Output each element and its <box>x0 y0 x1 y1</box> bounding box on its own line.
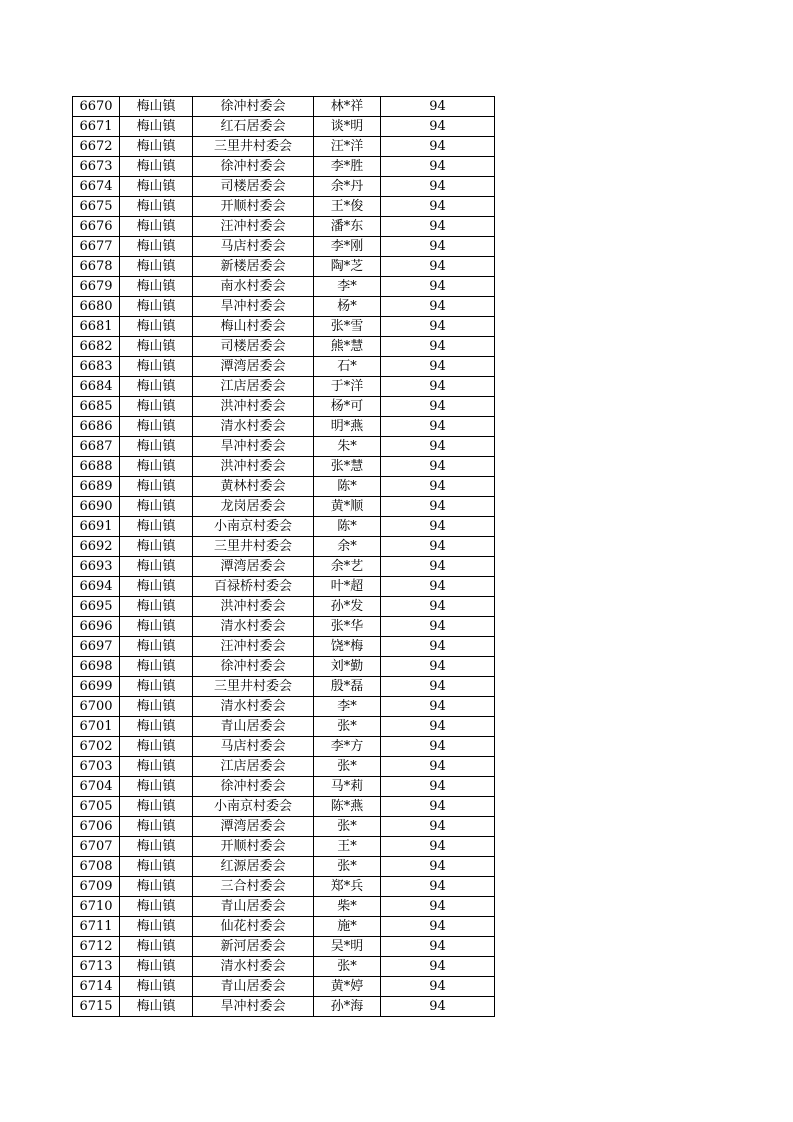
town-cell: 梅山镇 <box>120 877 193 897</box>
town-cell: 梅山镇 <box>120 257 193 277</box>
town-cell: 梅山镇 <box>120 337 193 357</box>
person-name-cell: 汪*洋 <box>314 137 381 157</box>
serial-number-cell: 6692 <box>73 537 120 557</box>
person-name-cell: 陈*燕 <box>314 797 381 817</box>
person-name-cell: 李*方 <box>314 737 381 757</box>
person-name-cell: 柴* <box>314 897 381 917</box>
village-committee-cell: 清水村委会 <box>193 957 314 977</box>
village-committee-cell: 小南京村委会 <box>193 797 314 817</box>
table-row <box>73 397 495 417</box>
score-cell: 94 <box>381 997 495 1017</box>
person-name-cell: 潘*东 <box>314 217 381 237</box>
score-cell: 94 <box>381 577 495 597</box>
town-cell: 梅山镇 <box>120 997 193 1017</box>
town-cell: 梅山镇 <box>120 577 193 597</box>
serial-number-cell: 6698 <box>73 657 120 677</box>
serial-number-cell: 6684 <box>73 377 120 397</box>
serial-number-cell: 6689 <box>73 477 120 497</box>
town-cell: 梅山镇 <box>120 957 193 977</box>
serial-number-cell: 6677 <box>73 237 120 257</box>
score-cell: 94 <box>381 497 495 517</box>
village-committee-cell: 小南京村委会 <box>193 517 314 537</box>
table-row <box>73 977 495 997</box>
village-committee-cell: 洪冲村委会 <box>193 397 314 417</box>
town-cell: 梅山镇 <box>120 857 193 877</box>
village-committee-cell: 旱冲村委会 <box>193 297 314 317</box>
serial-number-cell: 6687 <box>73 437 120 457</box>
table-row <box>73 957 495 977</box>
score-cell: 94 <box>381 317 495 337</box>
score-cell: 94 <box>381 137 495 157</box>
person-name-cell: 孙*发 <box>314 597 381 617</box>
village-committee-cell: 黄林村委会 <box>193 477 314 497</box>
table-row <box>73 697 495 717</box>
person-name-cell: 李* <box>314 277 381 297</box>
serial-number-cell: 6701 <box>73 717 120 737</box>
person-name-cell: 殷*磊 <box>314 677 381 697</box>
person-name-cell: 郑*兵 <box>314 877 381 897</box>
score-cell: 94 <box>381 737 495 757</box>
table-row <box>73 97 495 117</box>
person-name-cell: 石* <box>314 357 381 377</box>
town-cell: 梅山镇 <box>120 617 193 637</box>
village-committee-cell: 三里井村委会 <box>193 537 314 557</box>
village-committee-cell: 三合村委会 <box>193 877 314 897</box>
town-cell: 梅山镇 <box>120 357 193 377</box>
person-name-cell: 张* <box>314 957 381 977</box>
village-committee-cell: 汪冲村委会 <box>193 637 314 657</box>
score-cell: 94 <box>381 257 495 277</box>
village-committee-cell: 新楼居委会 <box>193 257 314 277</box>
table-row <box>73 417 495 437</box>
serial-number-cell: 6708 <box>73 857 120 877</box>
village-committee-cell: 青山居委会 <box>193 897 314 917</box>
person-name-cell: 余*丹 <box>314 177 381 197</box>
village-committee-cell: 开顺村委会 <box>193 197 314 217</box>
village-committee-cell: 青山居委会 <box>193 977 314 997</box>
table-row <box>73 577 495 597</box>
score-cell: 94 <box>381 937 495 957</box>
village-committee-cell: 清水村委会 <box>193 617 314 637</box>
serial-number-cell: 6709 <box>73 877 120 897</box>
score-cell: 94 <box>381 617 495 637</box>
person-name-cell: 孙*海 <box>314 997 381 1017</box>
town-cell: 梅山镇 <box>120 637 193 657</box>
serial-number-cell: 6680 <box>73 297 120 317</box>
score-cell: 94 <box>381 237 495 257</box>
table-row <box>73 777 495 797</box>
score-cell: 94 <box>381 597 495 617</box>
serial-number-cell: 6679 <box>73 277 120 297</box>
serial-number-cell: 6700 <box>73 697 120 717</box>
village-committee-cell: 司楼居委会 <box>193 177 314 197</box>
table-row <box>73 337 495 357</box>
town-cell: 梅山镇 <box>120 377 193 397</box>
serial-number-cell: 6702 <box>73 737 120 757</box>
score-cell: 94 <box>381 777 495 797</box>
person-name-cell: 陈* <box>314 477 381 497</box>
person-name-cell: 刘*勤 <box>314 657 381 677</box>
village-committee-cell: 百禄桥村委会 <box>193 577 314 597</box>
score-cell: 94 <box>381 957 495 977</box>
person-name-cell: 陈* <box>314 517 381 537</box>
person-name-cell: 余*艺 <box>314 557 381 577</box>
town-cell: 梅山镇 <box>120 717 193 737</box>
score-cell: 94 <box>381 337 495 357</box>
score-cell: 94 <box>381 157 495 177</box>
score-cell: 94 <box>381 477 495 497</box>
table-row <box>73 997 495 1017</box>
village-committee-cell: 司楼居委会 <box>193 337 314 357</box>
village-committee-cell: 潭湾居委会 <box>193 357 314 377</box>
person-name-cell: 王*俊 <box>314 197 381 217</box>
town-cell: 梅山镇 <box>120 597 193 617</box>
town-cell: 梅山镇 <box>120 837 193 857</box>
roster-table <box>72 96 495 1017</box>
score-cell: 94 <box>381 117 495 137</box>
roster-table-body <box>73 97 495 1017</box>
person-name-cell: 黄*婷 <box>314 977 381 997</box>
town-cell: 梅山镇 <box>120 397 193 417</box>
village-committee-cell: 梅山村委会 <box>193 317 314 337</box>
town-cell: 梅山镇 <box>120 197 193 217</box>
person-name-cell: 马*莉 <box>314 777 381 797</box>
score-cell: 94 <box>381 817 495 837</box>
score-cell: 94 <box>381 417 495 437</box>
serial-number-cell: 6693 <box>73 557 120 577</box>
person-name-cell: 张* <box>314 717 381 737</box>
table-row <box>73 497 495 517</box>
person-name-cell: 张* <box>314 757 381 777</box>
town-cell: 梅山镇 <box>120 657 193 677</box>
serial-number-cell: 6705 <box>73 797 120 817</box>
serial-number-cell: 6695 <box>73 597 120 617</box>
town-cell: 梅山镇 <box>120 457 193 477</box>
document-page <box>72 96 495 1017</box>
town-cell: 梅山镇 <box>120 777 193 797</box>
score-cell: 94 <box>381 697 495 717</box>
person-name-cell: 张* <box>314 857 381 877</box>
table-row <box>73 437 495 457</box>
table-row <box>73 637 495 657</box>
person-name-cell: 吴*明 <box>314 937 381 957</box>
score-cell: 94 <box>381 437 495 457</box>
serial-number-cell: 6694 <box>73 577 120 597</box>
town-cell: 梅山镇 <box>120 477 193 497</box>
table-row <box>73 857 495 877</box>
village-committee-cell: 旱冲村委会 <box>193 437 314 457</box>
table-row <box>73 597 495 617</box>
score-cell: 94 <box>381 517 495 537</box>
town-cell: 梅山镇 <box>120 517 193 537</box>
town-cell: 梅山镇 <box>120 757 193 777</box>
serial-number-cell: 6681 <box>73 317 120 337</box>
serial-number-cell: 6706 <box>73 817 120 837</box>
person-name-cell: 谈*明 <box>314 117 381 137</box>
table-row <box>73 617 495 637</box>
village-committee-cell: 仙花村委会 <box>193 917 314 937</box>
village-committee-cell: 开顺村委会 <box>193 837 314 857</box>
town-cell: 梅山镇 <box>120 177 193 197</box>
serial-number-cell: 6682 <box>73 337 120 357</box>
person-name-cell: 叶*超 <box>314 577 381 597</box>
serial-number-cell: 6688 <box>73 457 120 477</box>
table-row <box>73 557 495 577</box>
person-name-cell: 林*祥 <box>314 97 381 117</box>
village-committee-cell: 马店村委会 <box>193 737 314 757</box>
serial-number-cell: 6697 <box>73 637 120 657</box>
person-name-cell: 杨* <box>314 297 381 317</box>
serial-number-cell: 6703 <box>73 757 120 777</box>
person-name-cell: 饶*梅 <box>314 637 381 657</box>
table-row <box>73 937 495 957</box>
village-committee-cell: 三里井村委会 <box>193 137 314 157</box>
serial-number-cell: 6686 <box>73 417 120 437</box>
table-row <box>73 297 495 317</box>
town-cell: 梅山镇 <box>120 417 193 437</box>
score-cell: 94 <box>381 797 495 817</box>
table-row <box>73 657 495 677</box>
person-name-cell: 张* <box>314 817 381 837</box>
town-cell: 梅山镇 <box>120 697 193 717</box>
person-name-cell: 张*雪 <box>314 317 381 337</box>
table-row <box>73 377 495 397</box>
town-cell: 梅山镇 <box>120 137 193 157</box>
score-cell: 94 <box>381 357 495 377</box>
score-cell: 94 <box>381 757 495 777</box>
serial-number-cell: 6711 <box>73 917 120 937</box>
village-committee-cell: 徐冲村委会 <box>193 157 314 177</box>
table-row <box>73 917 495 937</box>
score-cell: 94 <box>381 377 495 397</box>
person-name-cell: 陶*芝 <box>314 257 381 277</box>
table-row <box>73 537 495 557</box>
serial-number-cell: 6676 <box>73 217 120 237</box>
town-cell: 梅山镇 <box>120 117 193 137</box>
score-cell: 94 <box>381 297 495 317</box>
score-cell: 94 <box>381 217 495 237</box>
town-cell: 梅山镇 <box>120 977 193 997</box>
village-committee-cell: 江店居委会 <box>193 377 314 397</box>
table-row <box>73 157 495 177</box>
village-committee-cell: 徐冲村委会 <box>193 97 314 117</box>
person-name-cell: 明*燕 <box>314 417 381 437</box>
town-cell: 梅山镇 <box>120 317 193 337</box>
table-row <box>73 217 495 237</box>
village-committee-cell: 徐冲村委会 <box>193 777 314 797</box>
village-committee-cell: 清水村委会 <box>193 417 314 437</box>
table-row <box>73 177 495 197</box>
village-committee-cell: 洪冲村委会 <box>193 457 314 477</box>
person-name-cell: 杨*可 <box>314 397 381 417</box>
score-cell: 94 <box>381 837 495 857</box>
score-cell: 94 <box>381 717 495 737</box>
village-committee-cell: 清水村委会 <box>193 697 314 717</box>
score-cell: 94 <box>381 177 495 197</box>
town-cell: 梅山镇 <box>120 537 193 557</box>
score-cell: 94 <box>381 977 495 997</box>
table-row <box>73 737 495 757</box>
person-name-cell: 余* <box>314 537 381 557</box>
person-name-cell: 熊*慧 <box>314 337 381 357</box>
table-row <box>73 757 495 777</box>
score-cell: 94 <box>381 557 495 577</box>
table-row <box>73 317 495 337</box>
village-committee-cell: 龙岗居委会 <box>193 497 314 517</box>
town-cell: 梅山镇 <box>120 237 193 257</box>
town-cell: 梅山镇 <box>120 797 193 817</box>
person-name-cell: 施* <box>314 917 381 937</box>
serial-number-cell: 6678 <box>73 257 120 277</box>
score-cell: 94 <box>381 197 495 217</box>
town-cell: 梅山镇 <box>120 497 193 517</box>
village-committee-cell: 潭湾居委会 <box>193 557 314 577</box>
table-row <box>73 837 495 857</box>
village-committee-cell: 马店村委会 <box>193 237 314 257</box>
town-cell: 梅山镇 <box>120 817 193 837</box>
serial-number-cell: 6673 <box>73 157 120 177</box>
village-committee-cell: 徐冲村委会 <box>193 657 314 677</box>
table-row <box>73 817 495 837</box>
serial-number-cell: 6696 <box>73 617 120 637</box>
table-row <box>73 117 495 137</box>
score-cell: 94 <box>381 637 495 657</box>
person-name-cell: 王* <box>314 837 381 857</box>
person-name-cell: 李*胜 <box>314 157 381 177</box>
town-cell: 梅山镇 <box>120 937 193 957</box>
village-committee-cell: 新河居委会 <box>193 937 314 957</box>
town-cell: 梅山镇 <box>120 157 193 177</box>
score-cell: 94 <box>381 917 495 937</box>
town-cell: 梅山镇 <box>120 677 193 697</box>
village-committee-cell: 潭湾居委会 <box>193 817 314 837</box>
serial-number-cell: 6710 <box>73 897 120 917</box>
serial-number-cell: 6714 <box>73 977 120 997</box>
serial-number-cell: 6690 <box>73 497 120 517</box>
town-cell: 梅山镇 <box>120 437 193 457</box>
score-cell: 94 <box>381 877 495 897</box>
town-cell: 梅山镇 <box>120 737 193 757</box>
serial-number-cell: 6683 <box>73 357 120 377</box>
table-row <box>73 237 495 257</box>
serial-number-cell: 6672 <box>73 137 120 157</box>
serial-number-cell: 6699 <box>73 677 120 697</box>
town-cell: 梅山镇 <box>120 557 193 577</box>
village-committee-cell: 洪冲村委会 <box>193 597 314 617</box>
person-name-cell: 朱* <box>314 437 381 457</box>
table-row <box>73 677 495 697</box>
person-name-cell: 李* <box>314 697 381 717</box>
town-cell: 梅山镇 <box>120 217 193 237</box>
town-cell: 梅山镇 <box>120 917 193 937</box>
person-name-cell: 于*洋 <box>314 377 381 397</box>
village-committee-cell: 红源居委会 <box>193 857 314 877</box>
village-committee-cell: 青山居委会 <box>193 717 314 737</box>
score-cell: 94 <box>381 537 495 557</box>
town-cell: 梅山镇 <box>120 897 193 917</box>
score-cell: 94 <box>381 397 495 417</box>
village-committee-cell: 红石居委会 <box>193 117 314 137</box>
table-row <box>73 797 495 817</box>
village-committee-cell: 旱冲村委会 <box>193 997 314 1017</box>
table-row <box>73 877 495 897</box>
serial-number-cell: 6704 <box>73 777 120 797</box>
table-row <box>73 897 495 917</box>
person-name-cell: 李*刚 <box>314 237 381 257</box>
village-committee-cell: 江店居委会 <box>193 757 314 777</box>
table-row <box>73 357 495 377</box>
serial-number-cell: 6707 <box>73 837 120 857</box>
table-row <box>73 277 495 297</box>
village-committee-cell: 汪冲村委会 <box>193 217 314 237</box>
table-row <box>73 197 495 217</box>
serial-number-cell: 6715 <box>73 997 120 1017</box>
serial-number-cell: 6712 <box>73 937 120 957</box>
score-cell: 94 <box>381 277 495 297</box>
town-cell: 梅山镇 <box>120 297 193 317</box>
score-cell: 94 <box>381 857 495 877</box>
village-committee-cell: 南水村委会 <box>193 277 314 297</box>
serial-number-cell: 6685 <box>73 397 120 417</box>
score-cell: 94 <box>381 677 495 697</box>
table-row <box>73 477 495 497</box>
score-cell: 94 <box>381 457 495 477</box>
serial-number-cell: 6671 <box>73 117 120 137</box>
table-row <box>73 717 495 737</box>
serial-number-cell: 6670 <box>73 97 120 117</box>
town-cell: 梅山镇 <box>120 277 193 297</box>
serial-number-cell: 6713 <box>73 957 120 977</box>
serial-number-cell: 6674 <box>73 177 120 197</box>
person-name-cell: 黄*顺 <box>314 497 381 517</box>
score-cell: 94 <box>381 657 495 677</box>
village-committee-cell: 三里井村委会 <box>193 677 314 697</box>
serial-number-cell: 6675 <box>73 197 120 217</box>
serial-number-cell: 6691 <box>73 517 120 537</box>
town-cell: 梅山镇 <box>120 97 193 117</box>
table-row <box>73 137 495 157</box>
table-row <box>73 457 495 477</box>
person-name-cell: 张*华 <box>314 617 381 637</box>
score-cell: 94 <box>381 97 495 117</box>
table-row <box>73 257 495 277</box>
person-name-cell: 张*慧 <box>314 457 381 477</box>
table-row <box>73 517 495 537</box>
score-cell: 94 <box>381 897 495 917</box>
